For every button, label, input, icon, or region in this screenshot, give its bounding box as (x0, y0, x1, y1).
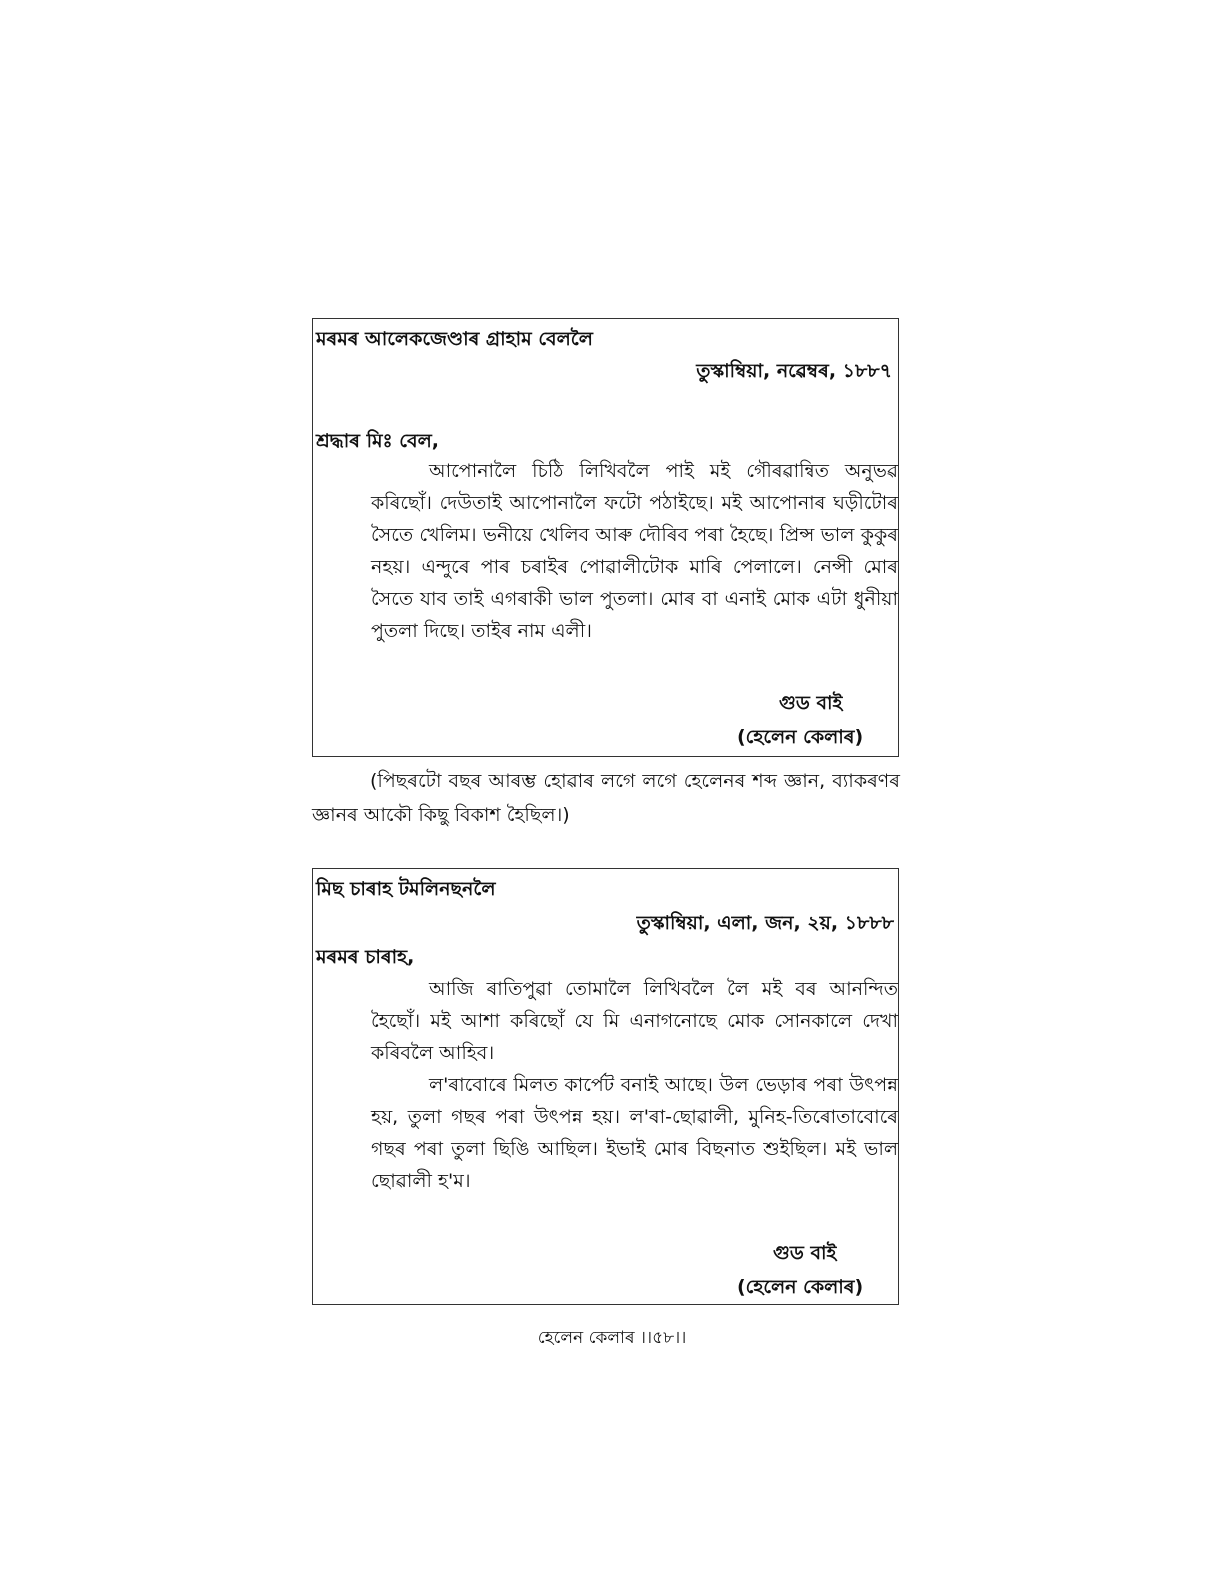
bridge-paragraph (312, 764, 900, 832)
letter-place-date: তুস্কাম্বিয়া, এলা, জন, ২য়, ১৮৮৮ (636, 912, 894, 934)
letter-signature: (হেলেন কেলাৰ) (737, 1276, 864, 1298)
letter-closing: গুড বাই (779, 692, 843, 714)
letter-recipient-heading: মৰমৰ আলেকজেণ্ডাৰ গ্ৰাহাম বেললৈ (316, 328, 593, 350)
letter-body (371, 455, 898, 647)
letter-paragraph: আপোনালৈ চিঠি লিখিবলৈ পাই মই গৌৰৱান্বিত অনুভৱ কৰিছোঁ। দেউতাই আপোনালৈ ফটো পঠাইছে। মই আপোনাৰ ঘড়ীটোৰ সৈতে খেলিম। ভনীয়ে খেলিব আৰু দৌৰিব পৰা হৈছে। প্ৰিন্স ভাল কুকুৰ নহয়। এন্দুৰে পাৰ চৰাইৰ পোৱালীটোক মাৰি পেলালে। নেন্সী মোৰ সৈতে যাব তাই এগৰাকী ভাল পুতলা। মোৰ বা এনাই মোক এটা ধুনীয়া পুতলা দিছে। তাইৰ নাম এলী। (371, 460, 898, 642)
letter-recipient-heading: মিছ চাৰাহ টমলিনছনলৈ (316, 878, 496, 900)
letter-paragraph: আজি ৰাতিপুৱা তোমালৈ লিখিবলৈ লৈ মই বৰ আনন্দিত হৈছোঁ। মই আশা কৰিছোঁ যে মি এনাগনোছে মোক সোনকালে দেখা কৰিবলৈ আহিব। (371, 978, 898, 1064)
letter-place-date: তুস্কাম্বিয়া, নৱেম্বৰ, ১৮৮৭ (696, 360, 892, 382)
letter-body (371, 973, 898, 1197)
letter-salutation: মৰমৰ চাৰাহ, (316, 946, 415, 968)
letter-box-1 (312, 318, 899, 757)
letter-box-2 (312, 868, 899, 1305)
letter-paragraph: ল'ৰাবোৰে মিলত কাৰ্পেট বনাই আছে। উল ভেড়াৰ পৰা উৎপন্ন হয়, তুলা গছৰ পৰা উৎপন্ন হয়। ল'ৰা-ছোৱালী, মুনিহ-তিৰোতাবোৰে গছৰ পৰা তুলা ছিঙি আছিল। ইভাই মোৰ বিছনাত শুইছিল। মই ভাল ছোৱালী হ'ম। (371, 1074, 898, 1192)
bridge-text: (পিছৰটো বছৰ আৰম্ভ হোৱাৰ লগে লগে হেলেনৰ শব্দ জ্ঞান, ব্যাকৰণৰ জ্ঞানৰ আকৌ কিছু বিকাশ হৈছিল।) (312, 770, 900, 826)
letter-signature: (হেলেন কেলাৰ) (737, 726, 864, 748)
letter-closing: গুড বাই (773, 1242, 837, 1264)
letter-salutation: শ্ৰদ্ধাৰ মিঃ বেল, (316, 430, 439, 452)
page-footer: হেলেন কেলাৰ ।।৫৮।। (537, 1328, 687, 1348)
